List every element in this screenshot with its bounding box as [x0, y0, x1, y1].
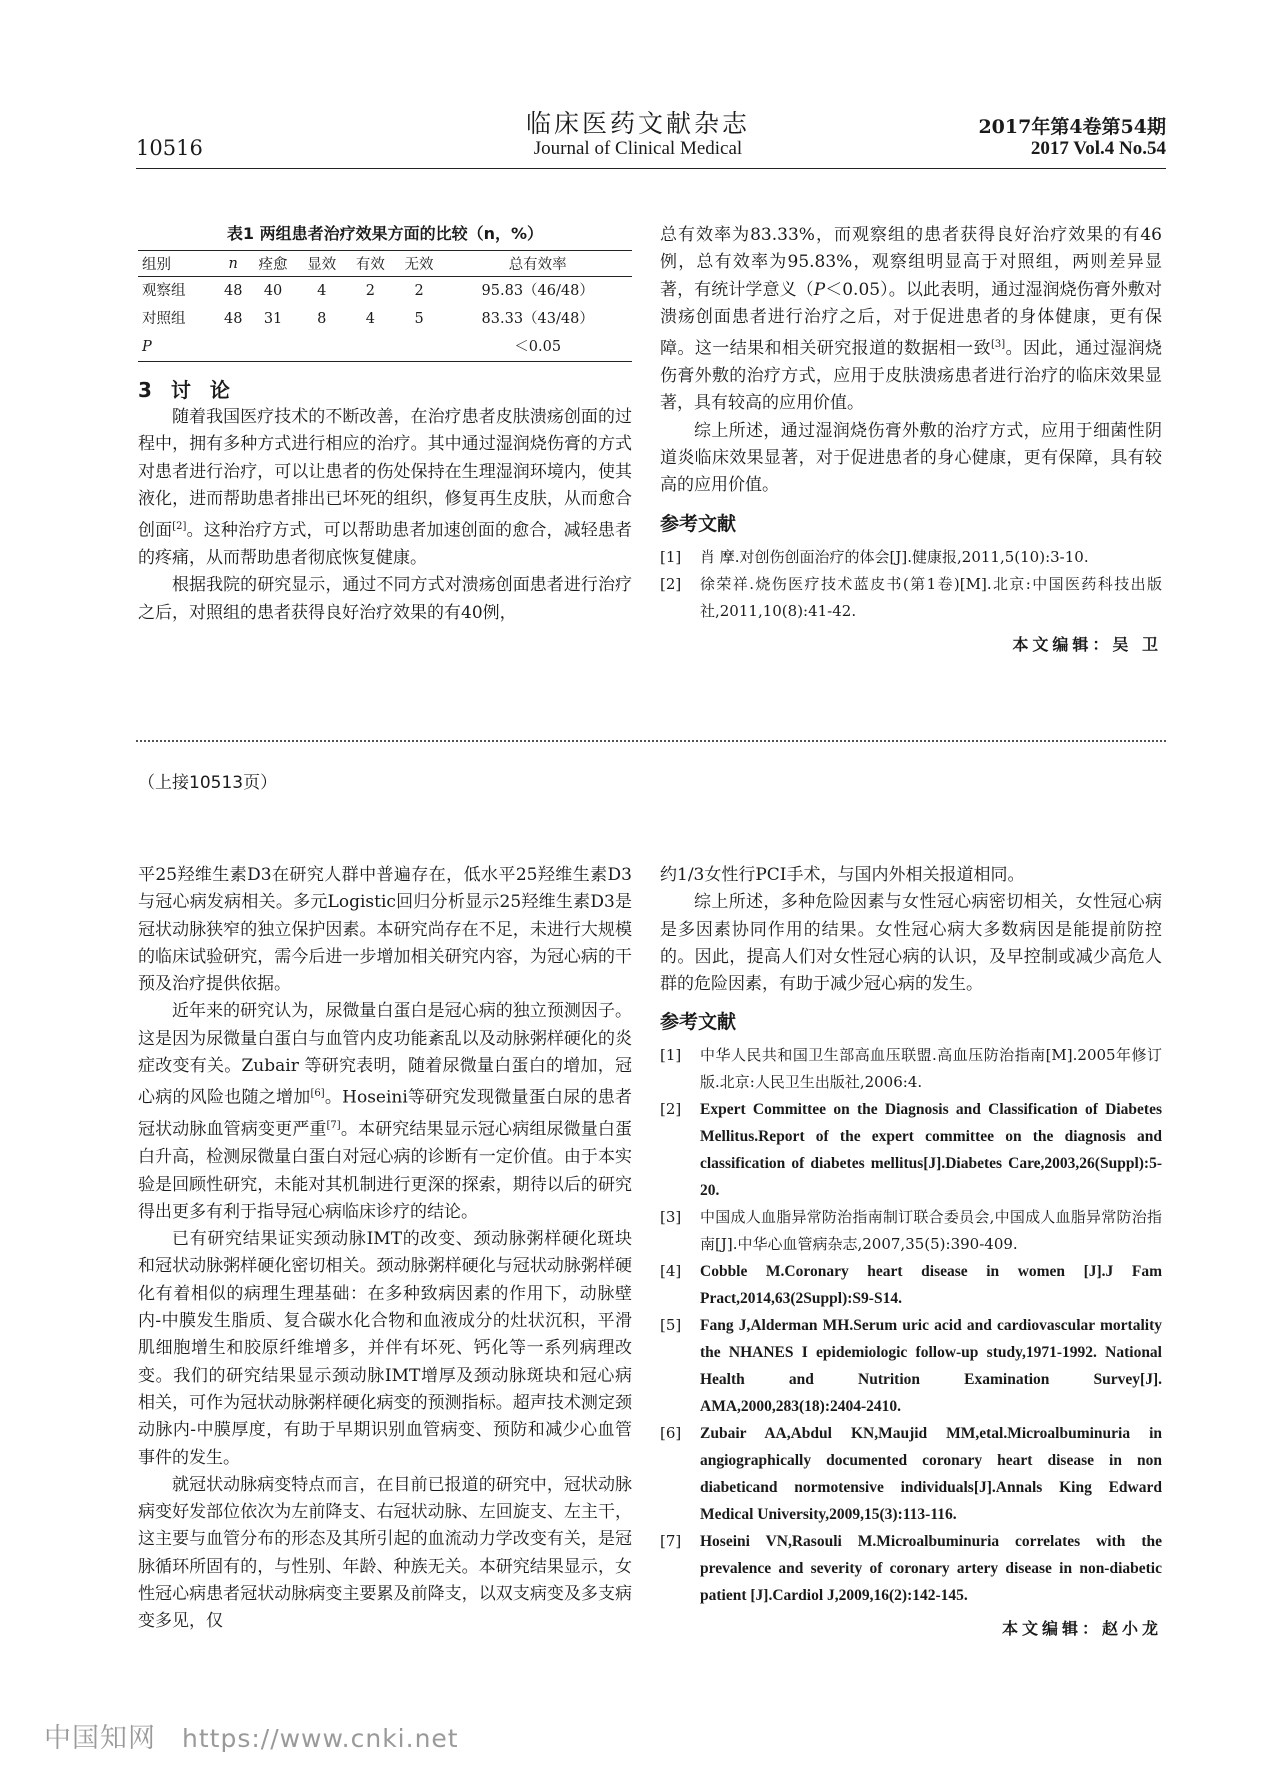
reference-item — [660, 1204, 1162, 1258]
discussion-paragraph: 根据我院的研究显示，通过不同方式对溃疡创面患者进行治疗之后，对照组的患者获得良好治疗效果的有40例， — [138, 575, 632, 623]
conclusion-paragraph: 综上所述，通过湿润烧伤膏外敷的治疗方式，应用于细菌性阴道炎临床效果显著，对于促进患者的身心健康，更有保障，具有较高的应用价值。 — [660, 420, 1162, 496]
citation: [7] — [326, 1120, 341, 1132]
journal-title-en: Journal of Clinical Medical — [533, 138, 743, 159]
reference-text: 肖 摩.对创伤创面治疗的体会[J].健康报,2011,5(10):3-10. — [700, 547, 1089, 566]
table-cell — [346, 333, 395, 362]
table-cell: 2 — [414, 283, 424, 299]
reference-text: 中华人民共和国卫生部高血压联盟.高血压防治指南[M].2005年修订版.北京:人民卫生出版社,2006:4. — [700, 1046, 1162, 1092]
citation: [6] — [310, 1088, 325, 1100]
references-heading: 参考文献 — [660, 512, 737, 535]
table-cell: 31 — [263, 311, 283, 327]
table-cell: 8 — [317, 311, 327, 327]
table-header-cell: 痊愈 — [249, 251, 298, 277]
discussion-paragraph — [138, 404, 632, 572]
reference-text: Zubair AA,Abdul KN,Maujid MM,etal.Microalbuminuria in angiographically documented coronary heart disease in non diabeticand normotensive individuals[J].Annals King Edward Medical University,2009,15(3):113-116. — [700, 1425, 1162, 1524]
reference-number: [2] — [660, 574, 682, 593]
table-cell — [395, 333, 444, 362]
left-column-top — [138, 404, 632, 627]
table-cell — [297, 333, 346, 362]
reference-number: [7] — [660, 1532, 682, 1551]
reference-number: [2] — [660, 1100, 682, 1119]
table-cell — [218, 333, 249, 362]
body-paragraph: 约1/3女性行PCI手术，与国内外相关报道相同。 — [660, 865, 1025, 885]
reference-text: Fang J,Alderman MH.Serum uric acid and cardiovascular mortality the NHANES I epidemiologic follow-up study,1971-1992. National Health and Nutrition Examination Survey[J]. AMA,2000,283(18):2404-2410. — [700, 1317, 1162, 1416]
left-column-bottom — [138, 862, 632, 1636]
results-paragraph — [660, 222, 1162, 418]
right-column-top — [660, 222, 1162, 658]
right-column-bottom — [660, 862, 1162, 1643]
text-run: 近年来的研究认为，尿微量白蛋白是冠心病的独立预测因子。这是因为尿微量白蛋白与血管内皮功能紊乱以及动脉粥样硬化的炎症改变有关。Zubair 等研究表明，随着尿微量白蛋白的增加，冠心病的风险也随之增加 — [138, 1001, 632, 1109]
text-run: 。这种治疗方式，可以帮助患者加速创面的愈合，减轻患者的疼痛，从而帮助患者彻底恢复健康。 — [138, 520, 633, 569]
reference-number: [4] — [660, 1262, 682, 1281]
table-cell: 观察组 — [142, 283, 186, 299]
text-run: 总有效率为83.33%，而观察组的患者获得良好治疗效果的有46例，总有效率为95.83%，观察组明显高于对照组，两则差异显著，有统计学意义（ — [660, 225, 1162, 300]
table-header-cell: 总有效率 — [443, 251, 632, 277]
table-header-cell: 组别 — [138, 251, 218, 277]
reference-text: Hoseini VN,Rasouli M.Microalbuminuria correlates with the prevalence and severity of coronary artery disease in non-diabetic patient [J].Cardiol J,2009,16(2):142-145. — [700, 1533, 1162, 1605]
watermark-brand: 中国知网 — [44, 1723, 156, 1754]
watermark-url[interactable]: https://www.cnki.net — [182, 1724, 459, 1753]
reference-text: 徐荣祥.烧伤医疗技术蓝皮书(第1卷)[M].北京:中国医药科技出版社,2011,10(8):41-42. — [700, 574, 1162, 620]
reference-item — [660, 1042, 1162, 1096]
text-run: ＜0.05）。以此表明，通过湿润烧伤膏外敷对溃疡创面患者进行治疗之后，对于促进患者的身体健康，更有保障。这一结果和相关研究报道的数据相一致 — [660, 279, 1162, 359]
article-divider — [136, 740, 1166, 742]
body-paragraph: 就冠状动脉病变特点而言，在目前已报道的研究中，冠状动脉病变好发部位依次为左前降支、右冠状动脉、左回旋支、左主干，这主要与血管分布的形态及其所引起的血流动力学改变有关，是冠脉循环所固有的，与性别、年龄、种族无关。本研究结果显示，女性冠心病患者冠状动脉病变主要累及前降支，以双支病变及多支病变多见，仅 — [138, 1474, 632, 1632]
issue-info-cn: 2017年第4卷第54期 — [978, 116, 1166, 138]
body-paragraph — [138, 998, 632, 1226]
reference-item — [660, 1258, 1162, 1312]
citation: [2] — [172, 521, 187, 533]
table-1 — [138, 222, 632, 362]
reference-item — [660, 1312, 1162, 1420]
body-paragraph: 平25羟维生素D3在研究人群中普遍存在，低水平25羟维生素D3与冠心病发病相关。多元Logistic回归分析显示25羟维生素D3是冠状动脉狭窄的独立保护因素。本研究尚存在不足，未进行大规模的临床试验研究，需今后进一步增加相关研究内容，为冠心病的干预及治疗提供依据。 — [138, 865, 632, 995]
reference-number: [5] — [660, 1316, 682, 1335]
body-paragraph: 已有研究结果证实颈动脉IMT的改变、颈动脉粥样硬化斑块和冠状动脉粥样硬化密切相关。颈动脉粥样硬化与冠状动脉粥样硬化有着相似的病理生理基础：在多种致病因素的作用下，动脉壁内-中膜发生脂质、复合碳水化合物和血液成分的灶状沉积，平滑肌细胞增生和胶原纤维增多，并伴有坏死、钙化等一系列病理改变。我们的研究结果显示颈动脉IMT增厚及颈动脉斑块和冠心病相关，可作为冠状动脉粥样硬化病变的预测指标。超声技术测定颈动脉内-中膜厚度，有助于早期识别血管病变、预防和减少心血管事件的发生。 — [138, 1229, 632, 1468]
table-cell — [249, 333, 298, 362]
text-run: 随着我国医疗技术的不断改善，在治疗患者皮肤溃疡创面的过程中，拥有多种方式进行相应的治疗。其中通过湿润烧伤膏的方式对患者进行治疗，可以让患者的伤处保持在生理湿润环境内，使其液化，进而帮助患者排出已坏死的组织，修复再生皮肤，从而愈合创面 — [138, 407, 632, 541]
table-cell: ＜0.05 — [443, 333, 632, 362]
table-cell: 5 — [414, 311, 424, 327]
cnki-watermark — [44, 1716, 459, 1755]
table-cell: 48 — [223, 311, 243, 327]
text-run: 。本研究结果显示冠心病组尿微量白蛋白升高，检测尿微量白蛋白对冠心病的诊断有一定价值。由于本实验是回顾性研究，未能对其机制进行更深的探索，期待以后的研究得出更多有利于指导冠心病临床诊疗的结论。 — [138, 1119, 633, 1222]
table-cell: 4 — [317, 283, 327, 299]
text-run: 。因此，通过湿润烧伤膏外敷的治疗方式，应用于皮肤溃疡患者进行治疗的临床效果显著，具有较高的应用价值。 — [660, 338, 1163, 414]
editor-credit: 本文编辑：吴 卫 — [1012, 634, 1162, 654]
reference-text: Cobble M.Coronary heart disease in women [J].J Fam Pract,2014,63(2Suppl):S9-S14. — [700, 1263, 1162, 1308]
table-cell: 95.83（46/48） — [481, 283, 594, 299]
continued-from-label: （上接10513页） — [138, 773, 278, 793]
table-header-cell: 有效 — [346, 251, 395, 277]
table-cell: 2 — [365, 283, 375, 299]
table-row — [138, 305, 632, 333]
journal-title-cn: 临床医药文献杂志 — [525, 109, 750, 138]
table-caption: 表1 两组患者治疗效果方面的比较（n，%） — [226, 224, 544, 243]
table-cell: 83.33（43/48） — [481, 311, 594, 327]
reference-item — [660, 1096, 1162, 1204]
reference-number: [1] — [660, 1046, 682, 1065]
references-heading: 参考文献 — [660, 1011, 737, 1034]
section-heading-discussion: 3 讨 论 — [138, 378, 236, 402]
issue-info-en: 2017 Vol.4 No.54 — [1030, 138, 1166, 159]
text-run: 。Hoseini等研究发现微量蛋白尿的患者冠状动脉血管病变更严重 — [138, 1088, 633, 1140]
editor-credit: 本文编辑：赵小龙 — [1001, 1619, 1162, 1639]
reference-item — [660, 544, 1162, 571]
reference-number: [6] — [660, 1424, 682, 1443]
body-paragraph: 综上所述，多种危险因素与女性冠心病密切相关，女性冠心病是多因素协同作用的结果。女性冠心病大多数病因是能提前防控的。因此，提高人们对女性冠心病的认识，及早控制或减少高危人群的危险因素，有助于减少冠心病的发生。 — [660, 892, 1162, 995]
table-header-cell: 无效 — [395, 251, 444, 277]
table-cell: P — [138, 333, 218, 362]
results-table — [138, 250, 632, 362]
reference-text: Expert Committee on the Diagnosis and Classification of Diabetes Mellitus.Report of the expert committee on the diagnosis and classification of diabetes mellitus[J].Diabetes Care,2003,26(Suppl):5-20. — [700, 1101, 1162, 1200]
table-header-cell: 显效 — [297, 251, 346, 277]
reference-item — [660, 571, 1162, 625]
table-row — [138, 277, 632, 306]
reference-item — [660, 1420, 1162, 1528]
header-rule — [136, 168, 1166, 169]
reference-text: 中国成人血脂异常防治指南制订联合委员会,中国成人血脂异常防治指南[J].中华心血管病杂志,2007,35(5):390-409. — [700, 1208, 1162, 1254]
reference-item — [660, 1528, 1162, 1609]
table-cell: 48 — [223, 283, 243, 299]
table-row — [138, 333, 632, 362]
table-cell: 对照组 — [142, 311, 186, 327]
table-cell: 4 — [365, 311, 375, 327]
reference-number: [1] — [660, 547, 682, 566]
citation: [3] — [991, 339, 1006, 351]
page-number: 10516 — [136, 136, 203, 160]
table-header-cell: n — [218, 251, 249, 277]
table-cell: 40 — [263, 283, 283, 299]
reference-number: [3] — [660, 1208, 682, 1227]
p-symbol: P — [813, 279, 826, 300]
table-header-row — [138, 251, 632, 277]
